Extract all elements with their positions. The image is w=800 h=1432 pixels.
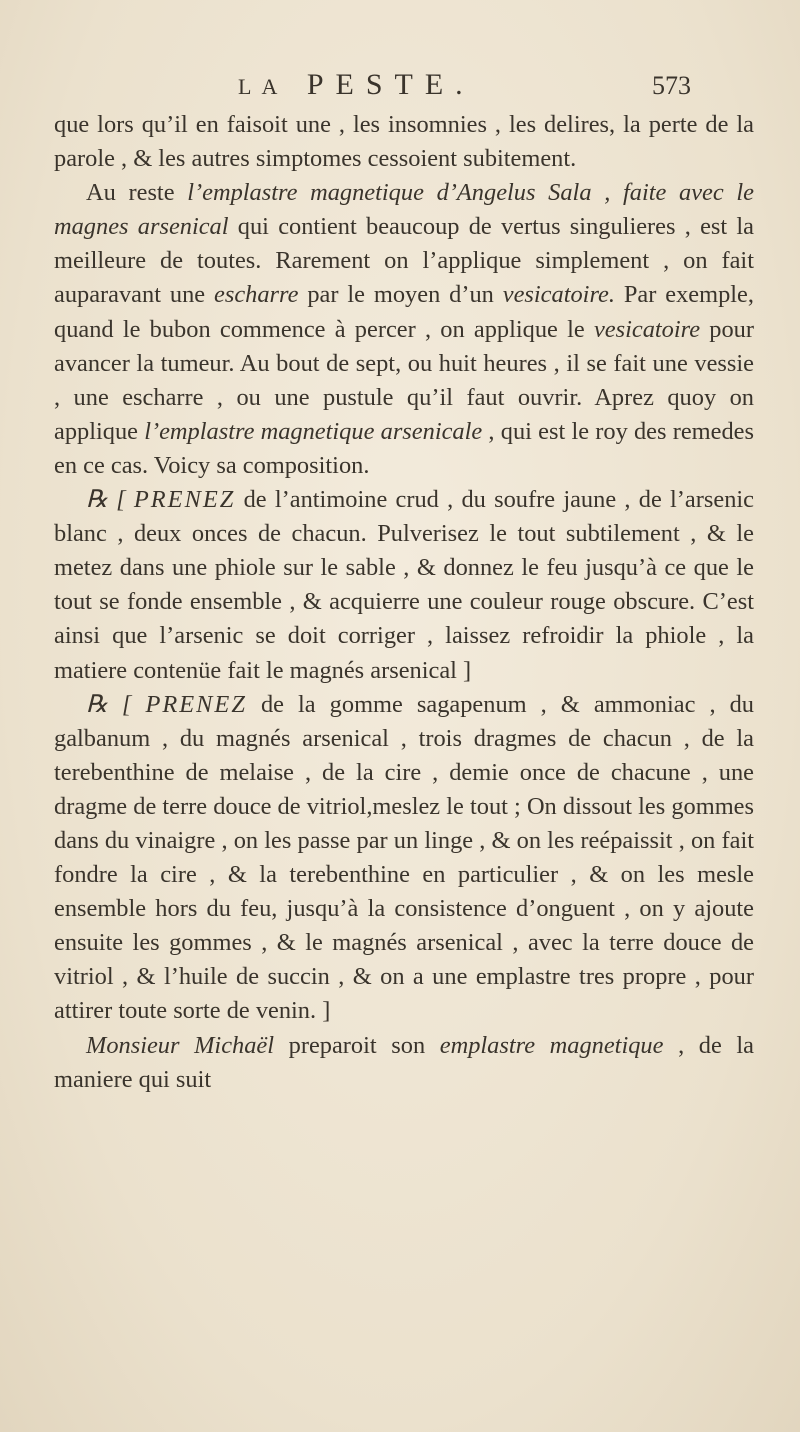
text-run: vesicatoire	[593, 315, 701, 343]
paragraph	[54, 483, 754, 688]
text-run: pour avancer la tumeur. Au bout de sept, ou huit heures , il se fait une vessie , une escharre , ou une pustule qu’il faut ouvrir. Aprez quoy on applique	[54, 315, 755, 445]
text-run: preparoit son	[274, 1031, 440, 1059]
paragraph	[54, 1029, 754, 1097]
text-run: de l’antimoine crud , du soufre jaune , de l’arsenic blanc , deux onces de chacun. Pulverisez le tout subtilement , & le metez dans une phiole sur le sable , & donnez le feu jusqu’à ce que le tout se fonde ensemble , & acquierre une couleur rouge obscure. C’est ainsi que l’arsenic se doit corriger , laissez refroidir la phiole , la matiere contenüe fait le magnés arsenical ]	[54, 486, 754, 684]
text-run: Au reste	[86, 179, 188, 207]
page-number: 573	[652, 71, 691, 100]
recipe-mark: ℞ [	[86, 690, 146, 718]
paragraph	[54, 108, 754, 176]
text-run: l’emplastre magnetique d’Angelus Sala , faite avec le magnes arsenical	[54, 179, 755, 241]
text-run: , qui est le roy des remedes en ce cas. Voicy sa composition.	[54, 417, 754, 479]
recipe-mark: ℞ [	[86, 486, 134, 514]
text-run: par le moyen d’un	[298, 281, 503, 309]
text-run: escharre	[214, 281, 299, 309]
running-head	[238, 68, 475, 102]
prenez-word: PRENEZ	[133, 486, 236, 514]
running-head-article: LA	[238, 74, 288, 99]
text-run: Par exemple, quand le bubon commence à percer , on applique le	[54, 281, 754, 343]
page-header	[0, 68, 800, 108]
text-run: que lors qu’il en faisoit une , les insomnies , les delires, la perte de la parole , & les autres simptomes cessoient subitement.	[54, 111, 754, 173]
text-run: vesicatoire.	[502, 281, 615, 309]
text-run: , de la maniere qui suit	[54, 1031, 755, 1093]
text-run: qui contient beaucoup de vertus singulieres , est la meilleure de toutes. Rarement on l’applique simplement , on fait auparavant une	[54, 213, 755, 309]
paragraph	[54, 176, 754, 483]
text-run: Monsieur Michaël	[86, 1031, 275, 1059]
paragraph	[54, 688, 754, 1029]
body-text	[54, 108, 754, 1097]
prenez-word: PRENEZ	[145, 690, 247, 718]
text-run: emplastre magnetique	[439, 1031, 664, 1059]
text-run: de la gomme sagapenum , & ammoniac , du galbanum , du magnés arsenical , trois dragmes de chacun , de la terebenthine de melaise , de la cire , demie once de chacune , une dragme de terre douce de vitriol,meslez le tout ; On dissout les gommes dans du vinaigre , on les passe par un linge , & on les reépaissit , on fait fondre la cire , & la terebenthine en particulier , & on les mesle ensemble hors du feu, jusqu’à la consistence d’onguent , on y ajoute ensuite les gommes , & le magnés arsenical , avec la terre douce de vitriol , & l’huile de succin , & on a une emplastre tres propre , pour attirer toute sorte de venin. ]	[54, 690, 755, 1025]
text-run: l’emplastre magnetique arsenicale	[144, 417, 483, 445]
running-head-title: PESTE.	[306, 68, 475, 101]
